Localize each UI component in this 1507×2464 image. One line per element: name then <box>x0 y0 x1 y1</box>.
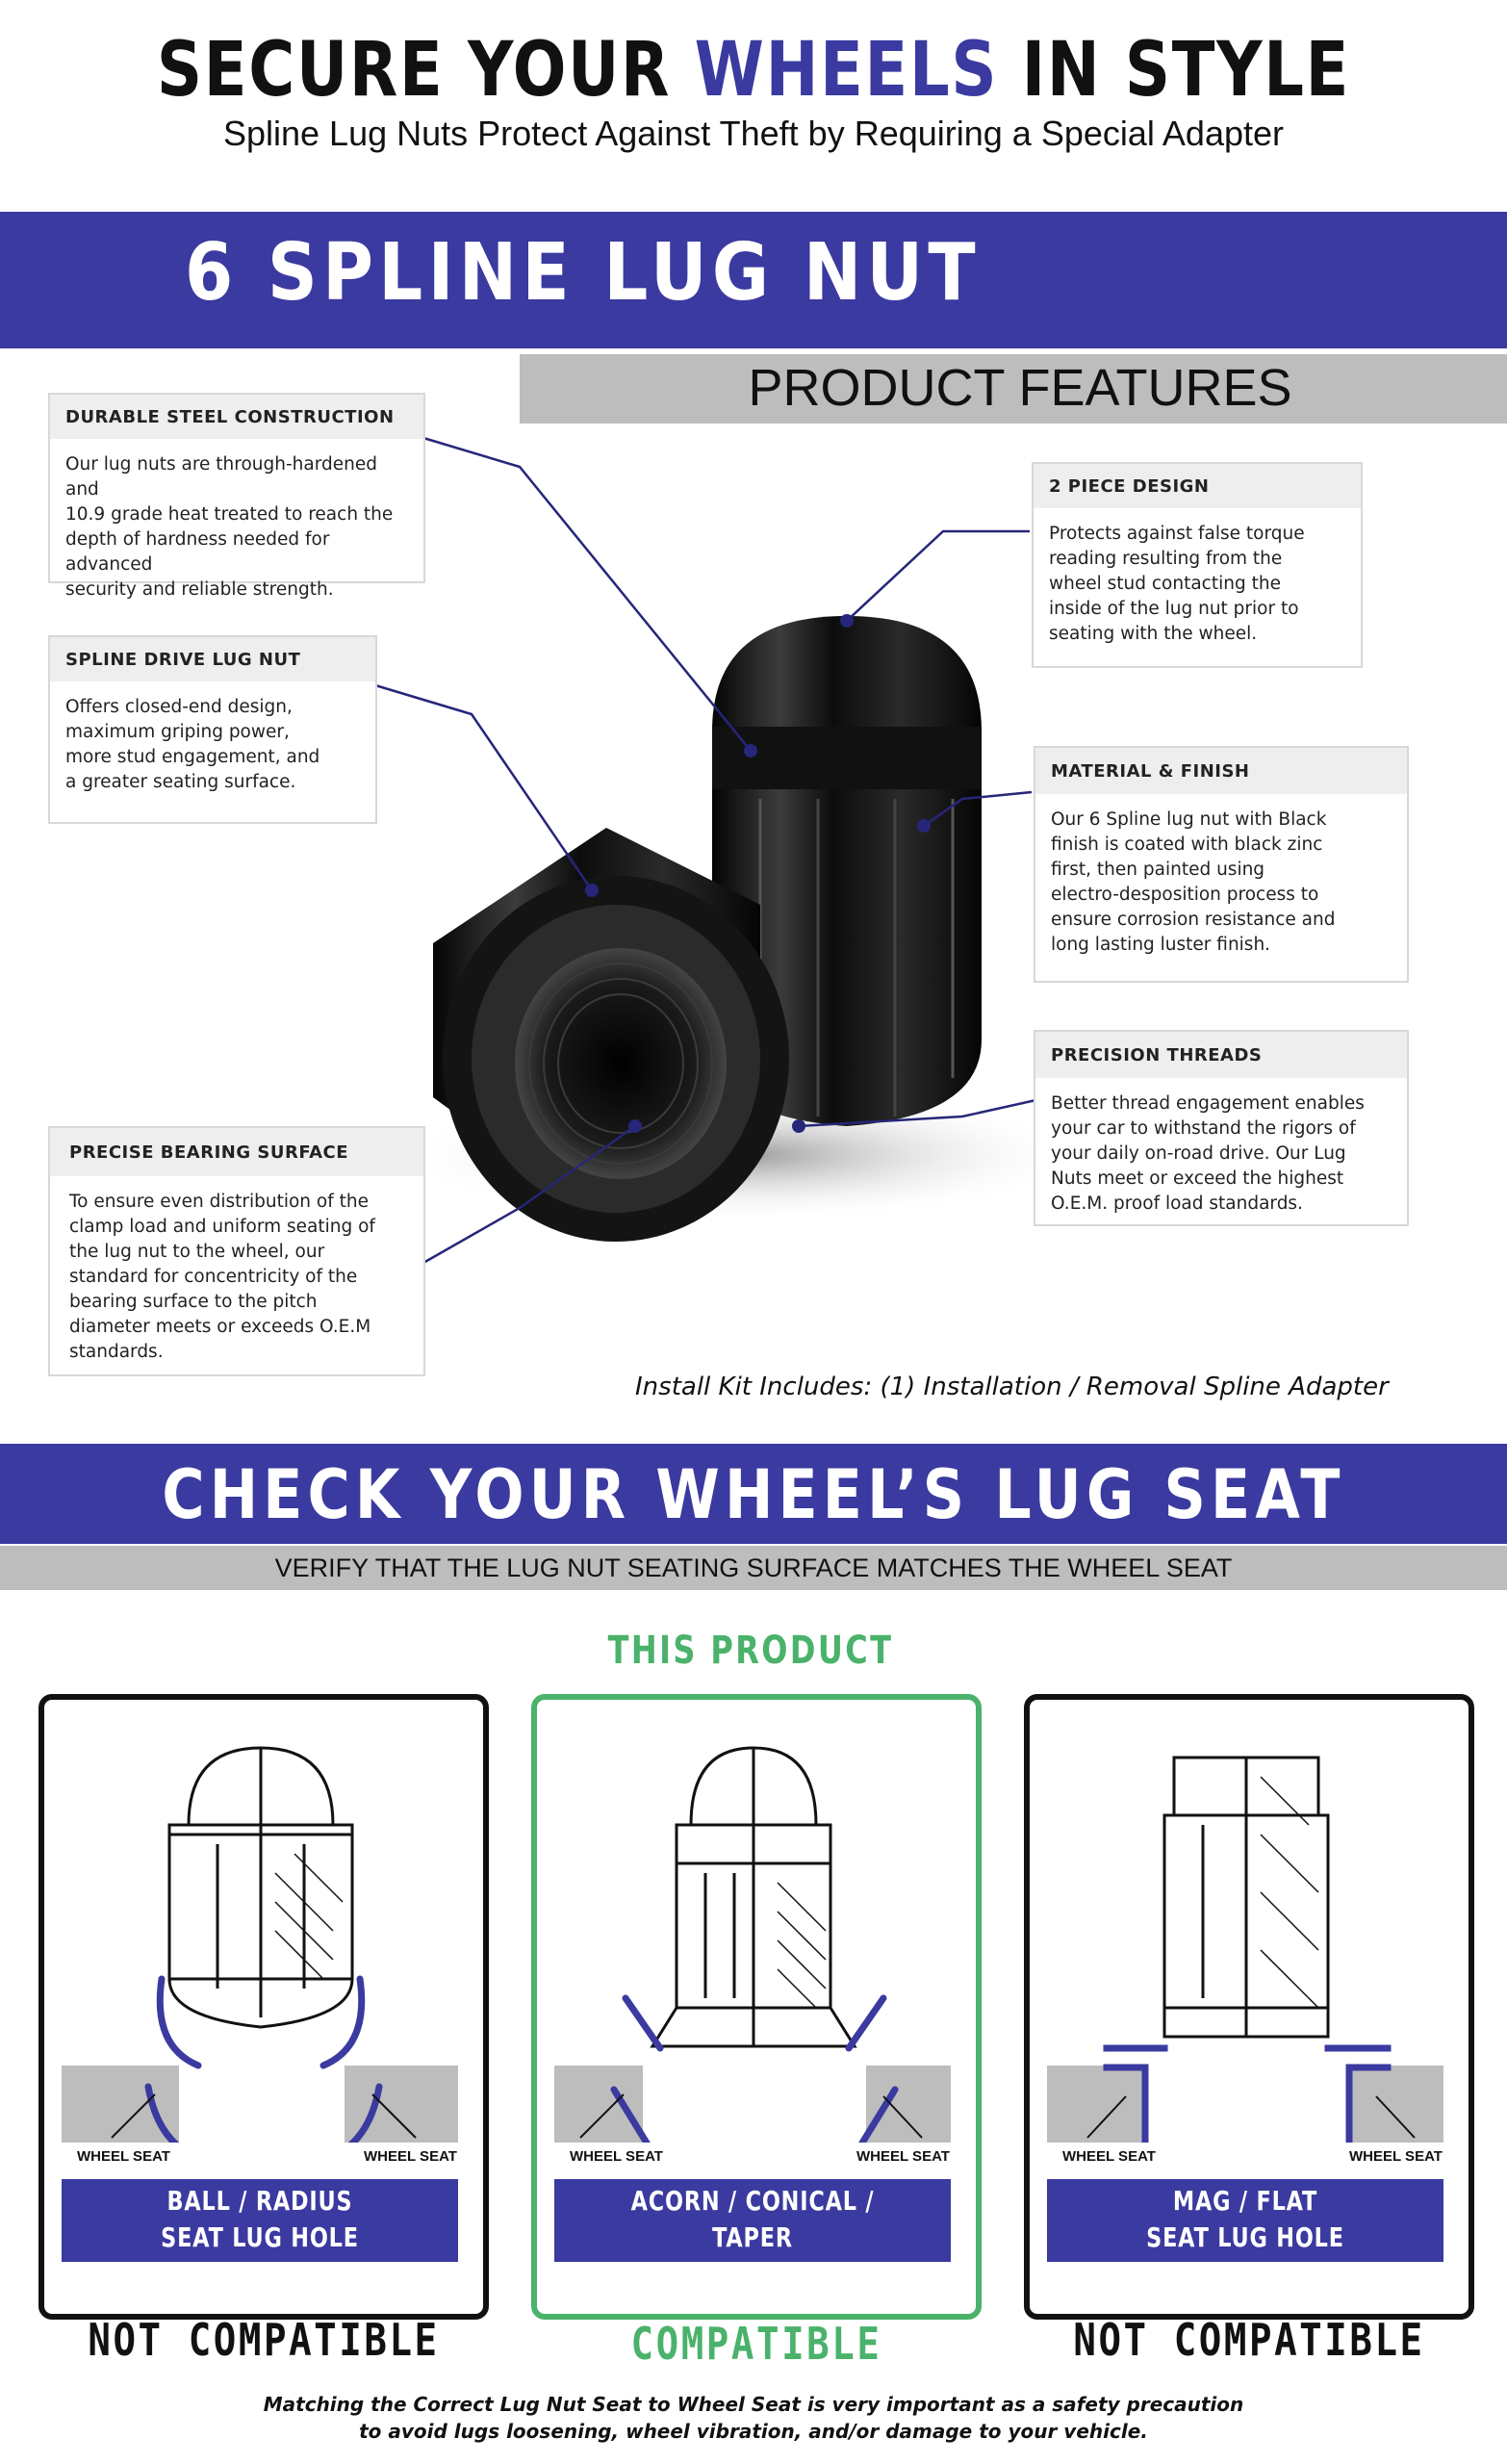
safety-note-line2: to avoid lugs loosening, wheel vibration, and/or damage to your vehicle. <box>359 2420 1148 2443</box>
feature-material-title: MATERIAL & FINISH <box>1035 748 1407 794</box>
feature-two-piece <box>1032 462 1363 668</box>
feature-two-piece-title: 2 PIECE DESIGN <box>1034 464 1361 508</box>
wheel-seat-label-left: WHEEL SEAT <box>77 2148 170 2165</box>
this-product-label: THIS PRODUCT <box>607 1629 894 1673</box>
dot-durable <box>744 744 757 757</box>
feature-durable <box>48 393 425 600</box>
safety-note-line1: Matching the Correct Lug Nut Seat to Wheel Seat is very important as a safety precaution <box>263 2393 1244 2416</box>
feature-threads <box>1034 1030 1409 1226</box>
product-title: 6 SPLINE LUG NUT <box>185 227 981 319</box>
feature-threads-title: PRECISION THREADS <box>1035 1032 1407 1078</box>
status-ball: NOT COMPATIBLE <box>88 2314 440 2366</box>
feature-two-piece-body: Protects against false torque reading resulting from the wheel stud contacting the inside of the lug nut prior to seating with the wheel. <box>1049 524 1305 644</box>
hero-subtitle: Spline Lug Nuts Protect Against Theft by Requiring a Special Adapter <box>222 114 1284 153</box>
feature-spline-title: SPLINE DRIVE LUG NUT <box>50 637 375 681</box>
feature-threads-body: Better thread engagement enables your car to withstand the rigors of your daily on-road drive. Our Lug Nuts meet or exceed the highest O.E.M. proof load standards. <box>1051 1093 1365 1214</box>
panel-acorn-conical <box>531 1694 982 2320</box>
seat-type-acorn: ACORN / CONICAL / TAPER SEAT LUG HOLE <box>554 2179 951 2262</box>
line-material <box>924 792 1032 826</box>
feature-bearing-body: To ensure even distribution of the clamp load and uniform seating of the lug nut to the wheel, our standard for concentricity of the bearing surface to the pitch diameter meets or exceeds O.E.M standards. <box>69 1192 375 1362</box>
line-spline <box>375 685 592 890</box>
dot-spline <box>585 884 599 897</box>
feature-spline <box>48 635 377 824</box>
hero-title: SECURE YOUR WHEELS IN STYLE <box>156 27 1351 114</box>
dot-material <box>917 819 931 833</box>
install-kit-note: Install Kit Includes: (1) Installation / Removal Spline Adapter <box>635 1373 1389 1401</box>
safety-note <box>0 2391 1507 2445</box>
feature-bearing-title: PRECISE BEARING SURFACE <box>50 1128 423 1176</box>
feature-material <box>1034 746 1409 983</box>
lug-seat-band <box>0 1444 1507 1544</box>
wheel-seat-label-right: WHEEL SEAT <box>364 2148 457 2165</box>
status-acorn: COMPATIBLE <box>630 2318 882 2370</box>
seat-type-ball: BALL / RADIUS SEAT LUG HOLE <box>62 2179 458 2262</box>
line-durable <box>423 438 751 751</box>
feature-material-body: Our 6 Spline lug nut with Black finish is coated with black zinc first, then painted using electro-desposition process to ensure corrosion resistance and long lasting luster finish. <box>1051 809 1336 955</box>
ball-seat-diagram <box>44 1700 483 2143</box>
lug-seat-title: CHECK YOUR WHEEL’S LUG SEAT <box>162 1455 1345 1534</box>
lug-seat-subtitle: VERIFY THAT THE LUG NUT SEATING SURFACE MATCHES THE WHEEL SEAT <box>274 1553 1233 1582</box>
mag-seat-diagram <box>1030 1700 1469 2143</box>
wheel-seat-label-left: WHEEL SEAT <box>570 2148 663 2165</box>
seat-type-mag: MAG / FLAT SEAT LUG HOLE <box>1047 2179 1443 2262</box>
status-mag: NOT COMPATIBLE <box>1073 2314 1425 2366</box>
wheel-seat-label-right: WHEEL SEAT <box>856 2148 950 2165</box>
dot-threads <box>792 1119 805 1133</box>
line-bearing <box>423 1126 635 1263</box>
line-two-piece <box>847 531 1030 621</box>
panel-mag-flat <box>1024 1694 1474 2320</box>
wheel-seat-label-left: WHEEL SEAT <box>1062 2148 1156 2165</box>
wheel-seat-label-right: WHEEL SEAT <box>1349 2148 1443 2165</box>
line-threads <box>799 1097 1049 1126</box>
dot-two-piece <box>840 614 854 628</box>
feature-bearing <box>48 1126 425 1376</box>
dot-bearing <box>628 1119 642 1133</box>
feature-durable-title: DURABLE STEEL CONSTRUCTION <box>50 395 423 439</box>
feature-spline-body: Offers closed-end design, maximum griping power, more stud engagement, and a greater seating surface. <box>65 697 320 792</box>
panel-ball-radius <box>38 1694 489 2320</box>
features-heading: PRODUCT FEATURES <box>748 359 1292 417</box>
feature-durable-body: Our lug nuts are through-hardened and 10.9 grade heat treated to reach the depth of hardness needed for advanced security and reliable strength. <box>65 454 394 600</box>
acorn-seat-diagram <box>537 1700 976 2143</box>
lug-seat-subtitle-bar <box>0 1546 1507 1590</box>
